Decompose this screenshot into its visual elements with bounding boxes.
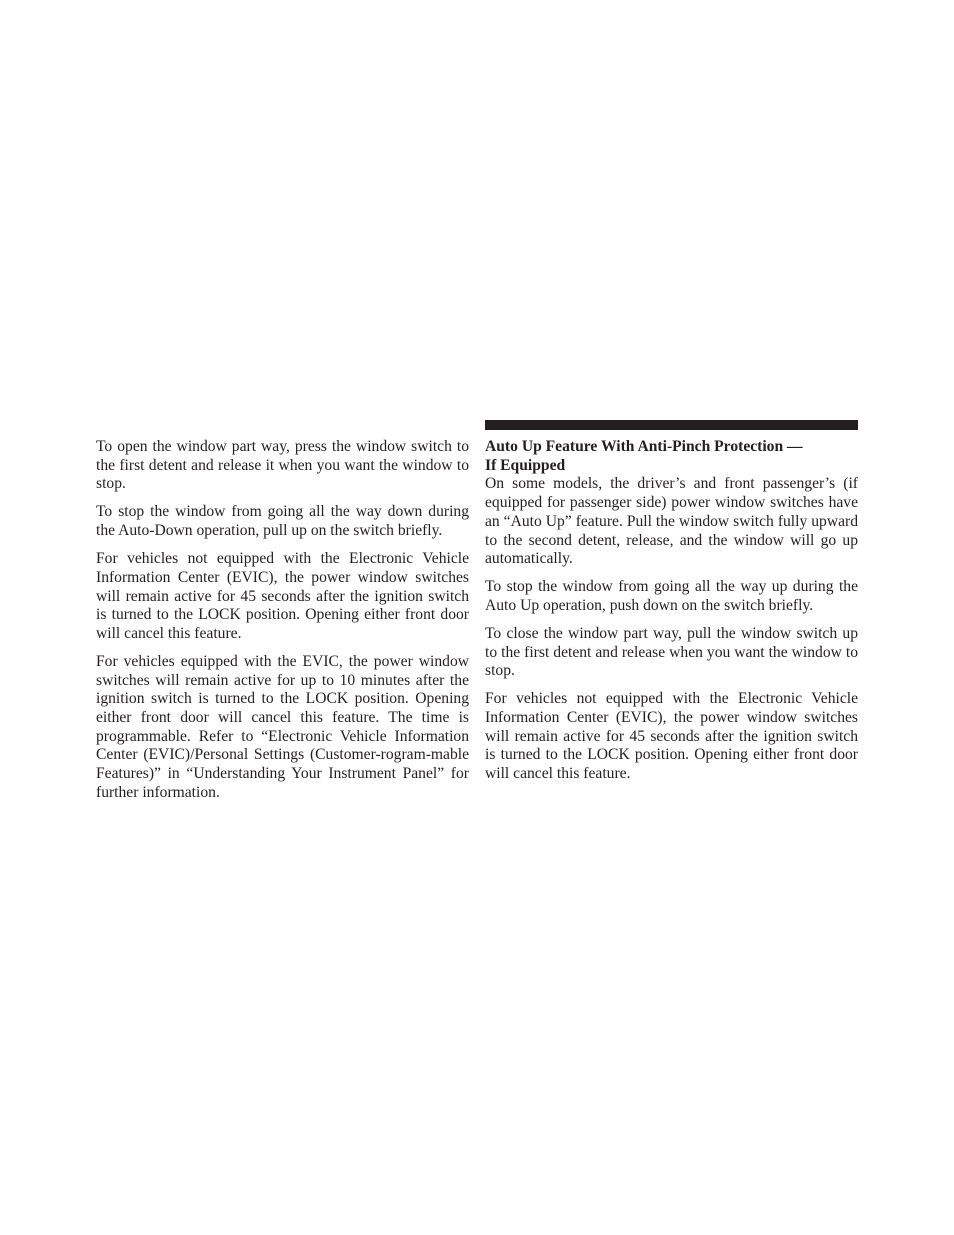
paragraph-auto-up-feature: On some models, the driver’s and front passenger’s (if equipped for passenger side) power window switches have an “Auto Up” feature. Pull the window switch fully upward to the second detent, release, and the window will go up automatically. <box>485 475 858 568</box>
paragraph-no-evic-45-seconds-right: For vehicles not equipped with the Electronic Vehicle Information Center (EVIC), the power window switches will remain active for 45 seconds after the ignition switch is turned to the LOCK position. Opening either front door will cancel this feature. <box>485 690 858 783</box>
paragraph-close-part-way: To close the window part way, pull the window switch up to the first detent and release when you want the window to stop. <box>485 624 858 680</box>
paragraph-stop-auto-up: To stop the window from going all the way up during the Auto Up operation, push down on the switch briefly. <box>485 578 858 614</box>
paragraph-stop-auto-down: To stop the window from going all the way down during the Auto-Down operation, pull up on the switch briefly. <box>96 503 469 540</box>
section-heading <box>485 438 858 475</box>
left-text-column <box>96 438 469 812</box>
section-heading-line-2: If Equipped <box>485 456 566 474</box>
section-heading-line-1: Auto Up Feature With Anti-Pinch Protection — <box>485 438 803 455</box>
paragraph-no-evic-45-seconds: For vehicles not equipped with the Electronic Vehicle Information Center (EVIC), the power window switches will remain active for 45 seconds after the ignition switch is turned to the LOCK position. Opening either front door will cancel this feature. <box>96 550 469 642</box>
paragraph-evic-10-minutes: For vehicles equipped with the EVIC, the power window switches will remain active for up to 10 minutes after the ignition switch is turned to the LOCK position. Opening either front door will cancel this feature. The time is programmable. Refer to “Electronic Vehicle Information Center (EVIC)/Personal Settings (Customer-rogram-mable Features)” in “Understanding Your Instrument Panel” for further information. <box>96 652 469 801</box>
section-header-bar <box>485 420 858 430</box>
paragraph-open-part-way: To open the window part way, press the window switch to the first detent and release it when you want the window to stop. <box>96 438 469 493</box>
right-text-column <box>485 438 858 793</box>
